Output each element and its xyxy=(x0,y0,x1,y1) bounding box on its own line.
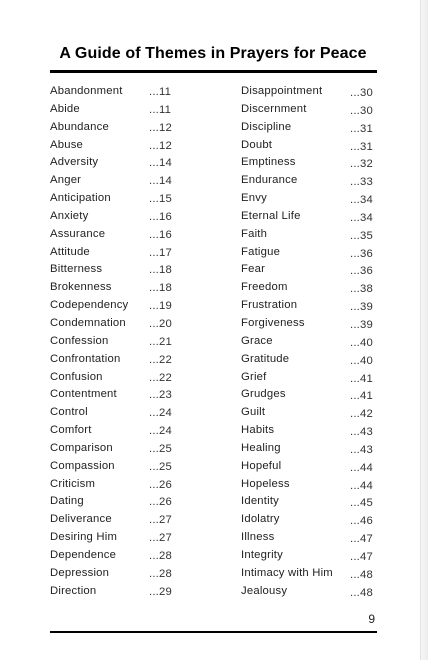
index-entry xyxy=(241,297,377,315)
entry-term: Codependency xyxy=(50,299,129,312)
entry-term: Attitude xyxy=(50,245,90,258)
entry-term: Integrity xyxy=(241,548,283,561)
index-entry xyxy=(50,386,180,404)
page-title: A Guide of Themes in Prayers for Peace xyxy=(59,45,367,62)
entry-term: Control xyxy=(50,406,88,419)
index-entry xyxy=(50,279,180,297)
entry-page: ...27 xyxy=(149,532,172,545)
entry-page: ...20 xyxy=(149,317,172,330)
index-entry xyxy=(50,297,180,315)
entry-page: ...25 xyxy=(149,460,172,473)
index-entry xyxy=(50,172,180,190)
index-entry xyxy=(241,315,377,333)
entry-page: ...14 xyxy=(149,175,172,188)
entry-term: Discipline xyxy=(241,120,292,133)
entry-term: Confrontation xyxy=(50,352,121,365)
footer-rule xyxy=(50,631,377,633)
entry-term: Eternal Life xyxy=(241,209,301,222)
entry-term: Faith xyxy=(241,227,268,240)
entry-page: ...30 xyxy=(350,104,373,117)
index-entry xyxy=(50,565,180,583)
entry-term: Depression xyxy=(50,566,110,579)
entry-term: Abundance xyxy=(50,120,109,133)
entry-page: ...46 xyxy=(350,515,373,528)
entry-page: ...18 xyxy=(149,282,172,295)
entry-page: ...12 xyxy=(149,139,172,152)
index-entry xyxy=(241,458,377,476)
index-entry xyxy=(241,565,377,583)
entry-term: Abuse xyxy=(50,138,84,151)
entry-page: ...24 xyxy=(149,407,172,420)
entry-page: ...16 xyxy=(149,228,172,241)
index-entry xyxy=(50,137,180,155)
index-entry xyxy=(241,369,377,387)
entry-term: Guilt xyxy=(241,406,266,419)
entry-page: ...43 xyxy=(350,426,373,439)
entry-term: Dating xyxy=(50,495,84,508)
entry-term: Desiring Him xyxy=(50,531,118,544)
index-entry xyxy=(50,208,180,226)
entry-term: Assurance xyxy=(50,227,106,240)
entry-page: ...15 xyxy=(149,193,172,206)
entry-term: Brokenness xyxy=(50,281,112,294)
entry-term: Endurance xyxy=(241,174,298,187)
index-entry xyxy=(50,493,180,511)
entry-page: ...19 xyxy=(149,300,172,313)
entry-term: Criticism xyxy=(50,477,96,490)
entry-page: ...30 xyxy=(350,87,373,99)
entry-page: ...38 xyxy=(350,283,373,296)
index-entry xyxy=(50,190,180,208)
entry-page: ...25 xyxy=(149,442,172,455)
entry-page: ...34 xyxy=(350,211,373,224)
entry-term: Habits xyxy=(241,424,275,437)
index-entry xyxy=(241,137,377,155)
entry-term: Jealousy xyxy=(241,584,288,597)
entry-page: ...44 xyxy=(350,479,373,492)
index-entry xyxy=(50,119,180,137)
index-entry xyxy=(241,511,377,529)
page-number: 9 xyxy=(368,612,375,626)
entry-term: Anxiety xyxy=(50,209,89,222)
entry-page: ...28 xyxy=(149,567,172,580)
index-entry xyxy=(50,404,180,422)
entry-term: Anticipation xyxy=(50,192,111,205)
entry-term: Adversity xyxy=(50,156,99,169)
index-column-right xyxy=(241,83,377,600)
entry-page: ...12 xyxy=(149,121,172,134)
entry-term: Fear xyxy=(241,263,266,276)
entry-page: ...41 xyxy=(350,372,373,385)
entry-page: ...47 xyxy=(350,533,373,546)
entry-term: Grace xyxy=(241,334,273,347)
entry-term: Hopeful xyxy=(241,459,282,472)
entry-term: Abandonment xyxy=(50,85,123,97)
entry-term: Abide xyxy=(50,102,80,115)
entry-term: Deliverance xyxy=(50,513,112,526)
entry-term: Discernment xyxy=(241,102,307,115)
index-entry xyxy=(50,244,180,262)
index-entry xyxy=(50,315,180,333)
entry-page: ...33 xyxy=(350,176,373,189)
index-entry xyxy=(241,279,377,297)
index-entry xyxy=(241,101,377,119)
entry-term: Intimacy with Him xyxy=(241,566,333,579)
index-entry xyxy=(241,261,377,279)
index-entry xyxy=(50,154,180,172)
entry-term: Healing xyxy=(241,441,281,454)
entry-page: ...43 xyxy=(350,443,373,456)
entry-page: ...39 xyxy=(350,301,373,314)
entry-term: Anger xyxy=(50,174,82,187)
entry-page: ...26 xyxy=(149,478,172,491)
entry-page: ...36 xyxy=(350,265,373,278)
entry-term: Comparison xyxy=(50,441,113,454)
index-entry xyxy=(50,422,180,440)
entry-term: Contentment xyxy=(50,388,117,401)
entry-term: Fatigue xyxy=(241,245,281,258)
entry-term: Grief xyxy=(241,370,267,383)
entry-page: ...40 xyxy=(350,354,373,367)
entry-page: ...24 xyxy=(149,425,172,438)
entry-page: ...22 xyxy=(149,371,172,384)
entry-page: ...35 xyxy=(350,229,373,242)
index-entry xyxy=(241,83,377,101)
entry-page: ...41 xyxy=(350,390,373,403)
entry-page: ...34 xyxy=(350,194,373,207)
entry-term: Idolatry xyxy=(241,513,280,526)
entry-term: Dependence xyxy=(50,548,117,561)
entry-page: ...29 xyxy=(149,585,172,598)
index-entry xyxy=(241,226,377,244)
entry-page: ...42 xyxy=(350,408,373,421)
entry-page: ...14 xyxy=(149,157,172,170)
index-entry xyxy=(241,190,377,208)
index-entry xyxy=(241,244,377,262)
entry-term: Compassion xyxy=(50,459,115,472)
index-entry xyxy=(50,351,180,369)
index-entry xyxy=(50,440,180,458)
entry-page: ...32 xyxy=(350,158,373,171)
entry-term: Direction xyxy=(50,584,97,597)
page-edge xyxy=(420,0,428,660)
entry-term: Envy xyxy=(241,192,267,205)
entry-term: Confusion xyxy=(50,370,103,383)
index-entry xyxy=(241,386,377,404)
index-entry xyxy=(50,83,180,101)
entry-page: ...48 xyxy=(350,586,373,599)
entry-page: ...26 xyxy=(149,496,172,509)
index-entry xyxy=(50,458,180,476)
entry-term: Frustration xyxy=(241,299,298,312)
entry-page: ...28 xyxy=(149,549,172,562)
entry-page: ...11 xyxy=(149,86,172,98)
entry-page: ...48 xyxy=(350,568,373,581)
index-entry xyxy=(241,583,377,601)
index-entry xyxy=(241,119,377,137)
entry-page: ...11 xyxy=(149,103,172,116)
entry-term: Freedom xyxy=(241,281,288,294)
entry-page: ...31 xyxy=(350,140,373,153)
entry-page: ...39 xyxy=(350,318,373,331)
entry-term: Hopeless xyxy=(241,477,290,490)
index-entry xyxy=(241,333,377,351)
entry-page: ...47 xyxy=(350,550,373,563)
index-entry xyxy=(241,404,377,422)
entry-term: Bitterness xyxy=(50,263,103,276)
index-entry xyxy=(50,333,180,351)
entry-page: ...22 xyxy=(149,353,172,366)
entry-term: Emptiness xyxy=(241,156,296,169)
index-entry xyxy=(241,422,377,440)
index-entry xyxy=(50,476,180,494)
index-entry xyxy=(50,547,180,565)
index-entry xyxy=(241,208,377,226)
entry-term: Forgiveness xyxy=(241,316,305,329)
entry-term: Grudges xyxy=(241,388,286,401)
index-entry xyxy=(50,583,180,601)
entry-term: Condemnation xyxy=(50,316,126,329)
entry-term: Gratitude xyxy=(241,352,290,365)
entry-page: ...27 xyxy=(149,514,172,527)
index-entry xyxy=(241,493,377,511)
entry-page: ...18 xyxy=(149,264,172,277)
entry-page: ...45 xyxy=(350,497,373,510)
entry-term: Comfort xyxy=(50,424,92,437)
index-entry xyxy=(50,226,180,244)
entry-term: Confession xyxy=(50,334,109,347)
index-entry xyxy=(50,101,180,119)
entry-page: ...17 xyxy=(149,246,172,259)
index-entry xyxy=(241,440,377,458)
entry-page: ...36 xyxy=(350,247,373,260)
index-column-left xyxy=(50,83,180,600)
index-entry xyxy=(50,369,180,387)
entry-page: ...23 xyxy=(149,389,172,402)
index-entry xyxy=(50,529,180,547)
entry-term: Doubt xyxy=(241,138,273,151)
index-entry xyxy=(241,476,377,494)
title-rule xyxy=(50,70,377,73)
index-entry xyxy=(50,511,180,529)
entry-term: Disappointment xyxy=(241,85,323,97)
index-entry xyxy=(50,261,180,279)
entry-page: ...21 xyxy=(149,335,172,348)
entry-term: Identity xyxy=(241,495,280,508)
index-entry xyxy=(241,172,377,190)
index-entry xyxy=(241,529,377,547)
entry-page: ...40 xyxy=(350,336,373,349)
index-entry xyxy=(241,547,377,565)
index-entry xyxy=(241,154,377,172)
entry-term: Illness xyxy=(241,531,275,544)
index-entry xyxy=(241,351,377,369)
entry-page: ...16 xyxy=(149,210,172,223)
entry-page: ...31 xyxy=(350,122,373,135)
entry-page: ...44 xyxy=(350,461,373,474)
